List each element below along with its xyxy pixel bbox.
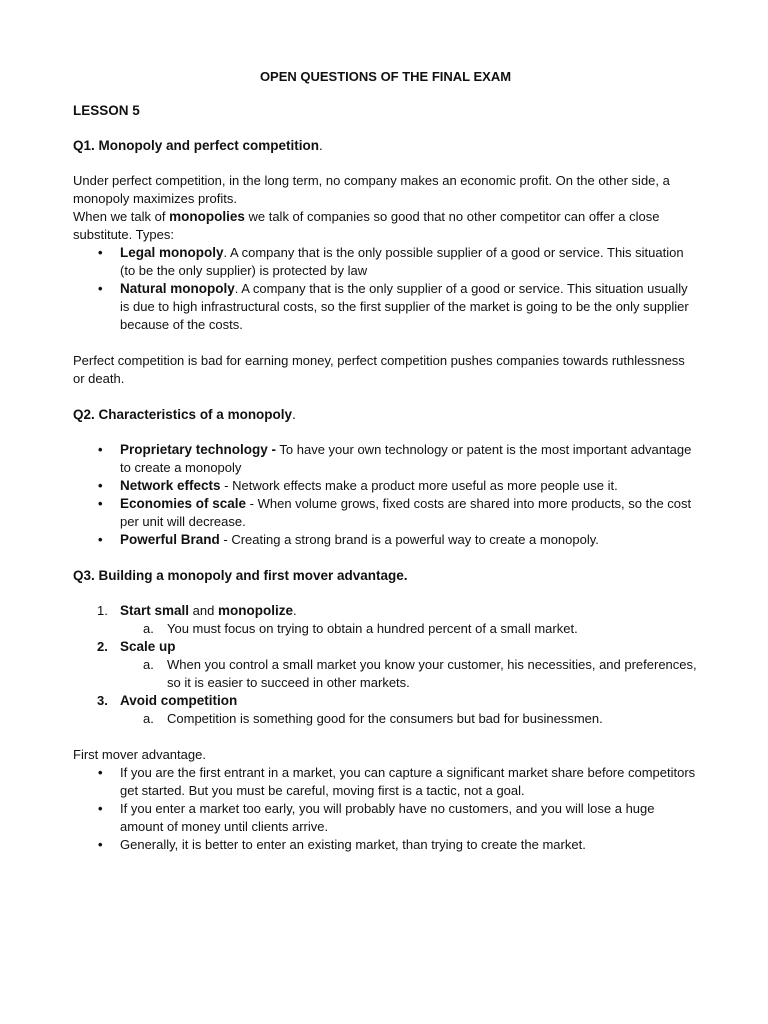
sub-list-item <box>143 656 698 692</box>
list-item <box>120 531 698 549</box>
q1-p2-post: we talk of companies so good that no other competitor can offer a close substitute. Types: <box>73 209 660 242</box>
monopoly-characteristics-list <box>73 441 698 549</box>
spacer <box>73 728 698 746</box>
sub-text: When you control a small market you know your customer, his necessities, and preferences, so it is easier to succeed in other markets. <box>167 657 697 690</box>
sub-letter: a. <box>143 621 154 636</box>
q1-p2-pre: When we talk of <box>73 209 170 224</box>
list-item: • If you are the first entrant in a market, you can capture a significant market share before competitors get started. But you must be careful, moving first is a tactic, not a goal. <box>120 764 698 800</box>
list-item <box>97 692 698 728</box>
step-term: Scale up <box>120 639 176 654</box>
step-end: . <box>292 603 297 618</box>
characteristic-text: - Creating a strong brand is a powerful way to create a monopoly. <box>219 532 599 547</box>
characteristic-text: To have your own technology or patent is the most important advantage to create a monopoly <box>120 442 692 475</box>
q1-heading <box>73 137 698 155</box>
list-item: • Generally, it is better to enter an existing market, than trying to create the market. <box>120 836 698 854</box>
sub-list-item <box>143 710 698 728</box>
step-term: Avoid competition <box>120 693 238 708</box>
sub-text: You must focus on trying to obtain a hundred percent of a small market. <box>167 621 578 636</box>
q2-heading <box>73 406 698 424</box>
list-item <box>120 244 698 280</box>
sub-text: Competition is something good for the consumers but bad for businessmen. <box>167 711 603 726</box>
first-mover-list <box>73 764 698 854</box>
list-item <box>120 441 698 477</box>
q3-heading <box>73 567 698 585</box>
step-number: 1. <box>97 603 108 618</box>
step-mid: and <box>189 603 218 618</box>
monopoly-steps-list <box>73 602 698 728</box>
characteristic-term: Economies of scale <box>120 496 247 511</box>
document-title: OPEN QUESTIONS OF THE FINAL EXAM <box>259 69 512 84</box>
characteristic-text: - When volume grows, fixed costs are shared into more products, so the cost per unit will decrease. <box>120 496 692 529</box>
legal-monopoly-term: Legal monopoly <box>120 245 224 260</box>
list-item <box>120 495 698 531</box>
first-mover-title: First mover advantage. <box>73 747 206 762</box>
spacer <box>73 549 698 567</box>
natural-monopoly-text: . A company that is the only supplier of a good or service. This situation usually is due to high infrastructural costs, so the first supplier of the market is going to be the only supplier because of the costs. <box>120 281 689 332</box>
sub-letter: a. <box>143 711 154 726</box>
q2-heading-end: . <box>292 407 296 422</box>
q3-heading-text: Q3. Building a monopoly and first mover advantage. <box>73 568 408 583</box>
list-item <box>120 280 698 334</box>
legal-monopoly-text: . A company that is the only possible supplier of a good or service. This situation (to be the only supplier) is protected by law <box>120 245 684 278</box>
characteristic-text: - Network effects make a product more useful as more people use it. <box>220 478 618 493</box>
list-item: • If you enter a market too early, you will probably have no customers, and you will lose a huge amount of money until clients arrive. <box>120 800 698 836</box>
q1-heading-text: Q1. Monopoly and perfect competition <box>73 138 320 153</box>
list-item <box>97 602 698 638</box>
lesson-heading: LESSON 5 <box>73 103 140 118</box>
sub-list <box>120 710 698 728</box>
characteristic-term: Network effects <box>120 478 221 493</box>
step-term: Start small <box>120 603 190 618</box>
sub-list-item <box>143 620 698 638</box>
q1-heading-end: . <box>319 138 323 153</box>
monopoly-types-list <box>73 244 698 334</box>
step-term-2: monopolize <box>217 603 293 618</box>
characteristic-term: Proprietary technology - <box>120 442 277 457</box>
sub-list <box>120 656 698 692</box>
q1-p2-term: monopolies <box>169 209 245 224</box>
natural-monopoly-term: Natural monopoly <box>120 281 235 296</box>
characteristic-term: Powerful Brand <box>120 532 220 547</box>
step-number: 3. <box>97 693 108 708</box>
q1-paragraph-2 <box>73 208 698 244</box>
q1-paragraph-3: Perfect competition is bad for earning money, perfect competition pushes companies towards ruthlessness or death. <box>73 353 685 386</box>
list-item <box>120 477 698 495</box>
q1-paragraph-1: Under perfect competition, in the long term, no company makes an economic profit. On the other side, a monopoly maximizes profits. <box>73 173 670 206</box>
spacer <box>73 334 698 352</box>
spacer <box>73 388 698 406</box>
sub-list <box>120 620 698 638</box>
q2-heading-text: Q2. Characteristics of a monopoly <box>73 407 293 422</box>
step-number: 2. <box>97 639 108 654</box>
sub-letter: a. <box>143 657 154 672</box>
list-item <box>97 638 698 692</box>
